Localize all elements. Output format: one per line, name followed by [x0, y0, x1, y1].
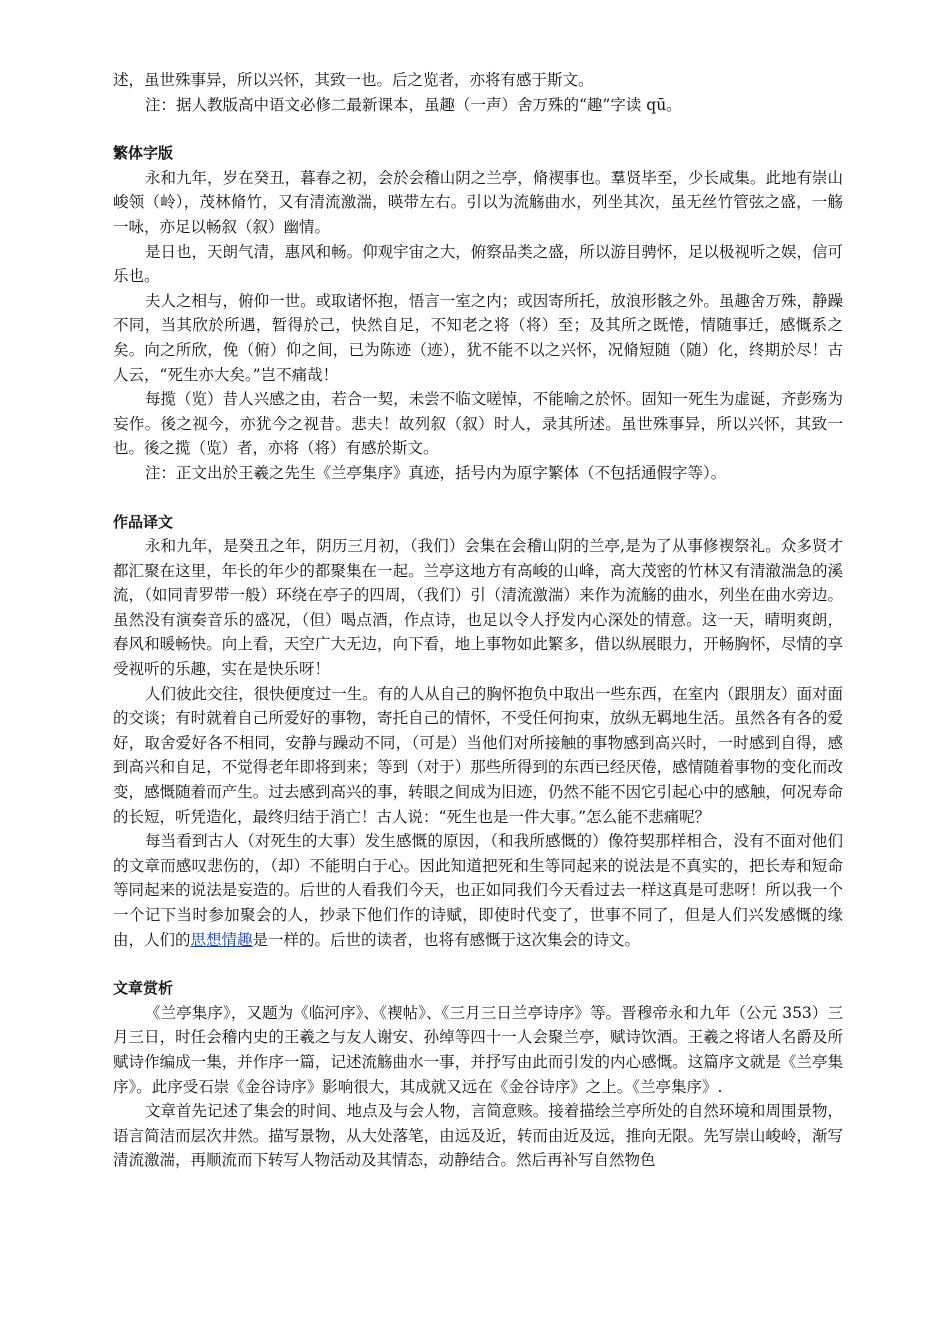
translation-paragraph-1: 永和九年，是癸丑之年，阴历三月初，（我们）会集在会稽山阴的兰亭,是为了从事修褉祭礼。众多贤才都汇聚在这里，年长的年少的都聚集在一起。兰亭这地方有高峻的山峰，高大茂密的竹林又有清澈湍急的溪流，（如同青罗带一般）环绕在亭子的四周，（我们）引（清流激湍）来作为流觞的曲水，列坐在曲水旁边。虽然没有演奏音乐的盛况，（但）喝点酒，作点诗，也足以令人抒发内心深处的情意。这一天，晴明爽朗，春风和暖畅快。向上看，天空广大无边，向下看，地上事物如此繁多，借以纵展眼力，开畅胸怀，尽情的享受视听的乐趣，实在是快乐呀！: [113, 537, 843, 679]
appreciation-paragraph-1: 《兰亭集序》，又题为《临河序》、《褉帖》、《三月三日兰亭诗序》等。晋穆帝永和九年（公元 353）三月三日，时任会稽内史的王羲之与友人谢安、孙绰等四十一人会聚兰亭，赋诗饮酒。王羲之将诸人名爵及所赋诗作编成一集，并作序一篇，记述流觞曲水一事，并抒写由此而引发的内心感慨。这篇序文就是《兰亭集序》。此序受石崇《金谷诗序》影响很大，其成就又远在《金谷诗序》之上。《兰亭集序》.: [113, 1003, 843, 1096]
translation-paragraph-2: 人们彼此交往，很快便度过一生。有的人从自己的胸怀抱负中取出一些东西，在室内（跟朋友）面对面的交谈；有时就着自己所爱好的事物，寄托自己的情怀，不受任何拘束，放纵无羁地生活。虽然各有各的爱好，取舍爱好各不相同，安静与躁动不同，（可是）当他们对所接触的事物感到高兴时，一时感到自得，感到高兴和自足，不觉得老年即将到来；等到（对于）那些所得到的东西已经厌倦，感情随着事物的变化而改变，感慨随着而产生。过去感到高兴的事，转眼之间成为旧迹，仍然不能不因它引起心中的感触，何况寿命的长短，听凭造化，最终归结于消亡！古人说：“死生也是一件大事。”怎么能不悲痛呢？: [113, 684, 843, 826]
traditional-paragraph-4: 每揽（览）昔人兴感之由，若合一契，未尝不临文嗟悼，不能喻之於怀。固知一死生为虚诞，齐彭殇为妄作。後之视今，亦犹今之视昔。悲夫！故列叙（叙）时人，录其所述。虽世殊事异，所以兴怀，其致一也。後之揽（览）者，亦将（将）有感於斯文。: [113, 390, 843, 458]
intro-line: 述，虽世殊事异，所以兴怀，其致一也。后之览者，亦将有感于斯文。: [113, 71, 594, 89]
section-heading-translation: 作品译文: [113, 512, 174, 531]
traditional-paragraph-2: 是日也，天朗气清，惠风和畅。仰观宇宙之大，俯察品类之盛，所以游目骋怀，足以极视听之娱，信可乐也。: [113, 242, 843, 286]
translation-text-before-link: 每当看到古人（对死生的大事）发生感慨的原因，（和我所感慨的）像符契那样相合，没有不面对他们的文章而感叹悲伤的，（却）不能明白于心。因此知道把死和生等同起来的说法是不真实的，把长寿和短命等同起来的说法是妄造的。后世的人看我们今天，也正如同我们今天看过去一样这真是可悲呀！所以我一个一个记下当时参加聚会的人，抄录下他们作的诗赋，即使时代变了，世事不同了，但是人们兴发感慨的缘由，人们的: [113, 832, 843, 949]
appreciation-paragraph-2: 文章首先记述了集会的时间、地点及与会人物，言简意赅。接着描绘兰亭所处的自然环境和周围景物，语言简洁而层次井然。描写景物，从大处落笔，由远及近，转而由近及远，推向无限。先写崇山峻岭，渐写清流激湍，再顺流而下转写人物活动及其情态，动静结合。然后再补写自然物色: [113, 1102, 843, 1170]
document-page: [113, 68, 843, 1173]
translation-paragraph-3: [113, 829, 843, 952]
section-gap: [113, 486, 843, 510]
intro-note: 注：据人教版高中语文必修二最新课本，虽趣（一声）舍万殊的“趣”字读 qū。: [145, 95, 682, 114]
section-heading-traditional: 繁体字版: [113, 144, 174, 163]
translation-text-after-link: 是一样的。后世的读者，也将有感慨于这次集会的诗文。: [252, 930, 641, 949]
traditional-paragraph-3: 夫人之相与，俯仰一世。或取诸怀抱，悟言一室之内；或因寄所托，放浪形骸之外。虽趣舍万殊，静躁不同，当其欣於所遇，暂得於己，快然自足，不知老之将（将）至；及其所之既惓，情随事迁，感慨系之矣。向之所欣，俛（俯）仰之间，已为陈迹（迹），犹不能不以之兴怀，况脩短随（随）化，终期於尽！古人云，“死生亦大矣。”岂不痛哉！: [113, 291, 843, 384]
thought-interest-link[interactable]: 思想情趣: [190, 930, 253, 949]
traditional-paragraph-1: 永和九年，岁在癸丑，暮春之初，会於会稽山阴之兰亭，脩禊事也。羣贤毕至，少长咸集。此地有崇山峻领（岭），茂林脩竹，又有清流激湍，暎带左右。引以为流觞曲水，列坐其次，虽无丝竹管弦之盛，一觞一咏，亦足以畅叙（叙）幽情。: [113, 168, 843, 236]
section-heading-appreciation: 文章赏析: [113, 979, 174, 998]
section-gap: [113, 952, 843, 976]
traditional-note: 注：正文出於王羲之先生《兰亭集序》真迹，括号内为原字繁体（不包括通假字等）。: [145, 463, 727, 482]
section-gap: [113, 117, 843, 141]
